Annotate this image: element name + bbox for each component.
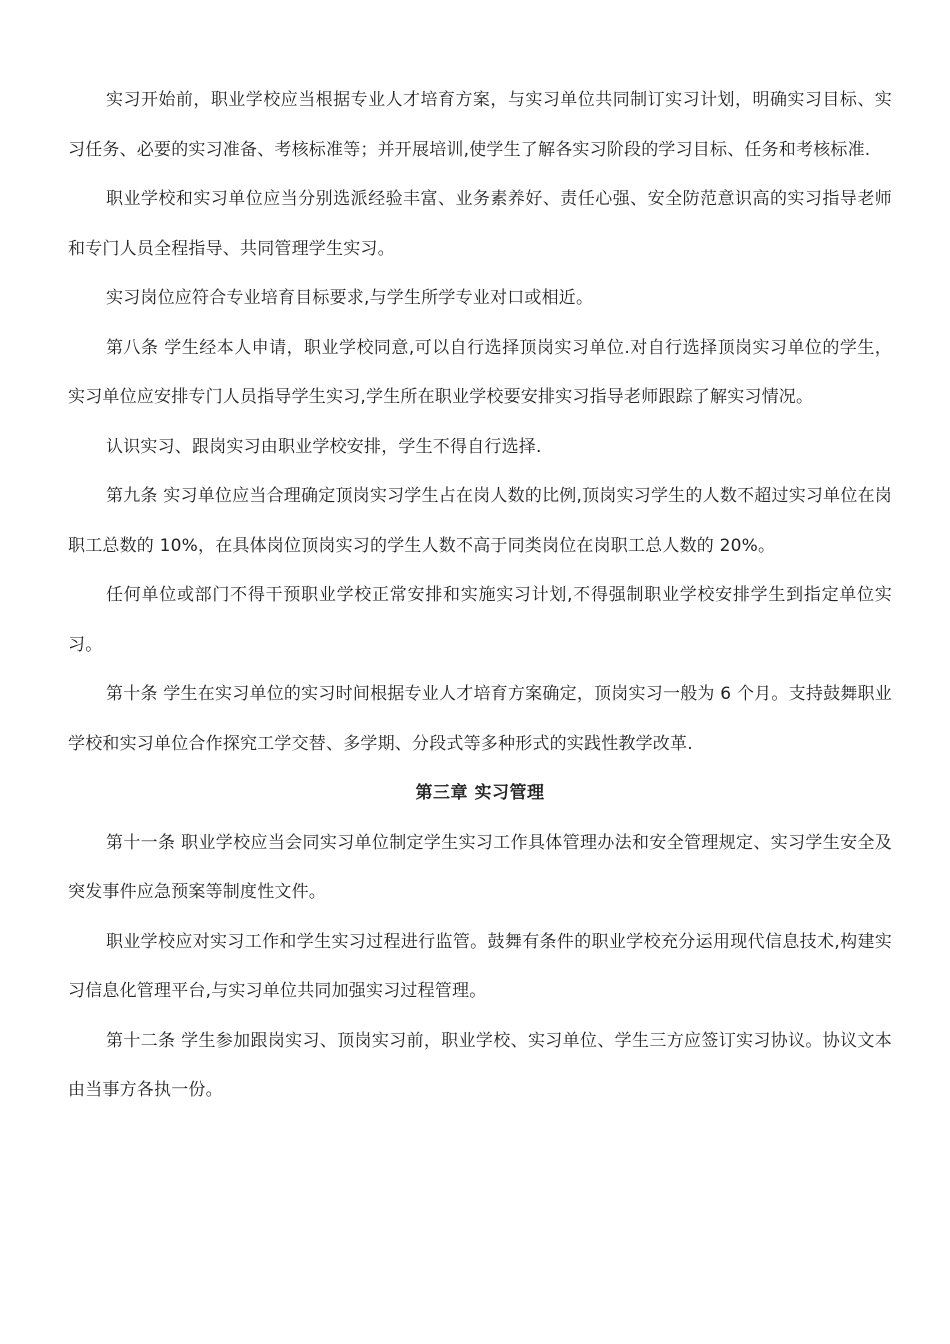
chapter-heading: 第三章 实习管理 xyxy=(415,783,545,803)
paragraph-plan: 实习开始前，职业学校应当根据专业人才培育方案，与实习单位共同制订实习计划，明确实习目标、实习任务、必要的实习准备、考核标准等；并开展培训,使学生了解各实习阶段的学习目标、任务和考核标准. xyxy=(68,90,892,160)
paragraph-article-8: 第八条 学生经本人申请，职业学校同意,可以自行选择顶岗实习单位.对自行选择顶岗实习单位的学生，实习单位应安排专门人员指导学生实习,学生所在职业学校要安排实习指导老师跟踪了解实习情况。 xyxy=(68,337,892,407)
paragraph-no-interference: 任何单位或部门不得干预职业学校正常安排和实施实习计划,不得强制职业学校安排学生到指定单位实习。 xyxy=(68,585,892,655)
document-page xyxy=(68,76,892,1116)
paragraph-article-9: 第九条 实习单位应当合理确定顶岗实习学生占在岗人数的比例,顶岗实习学生的人数不超过实习单位在岗职工总数的 10%，在具体岗位顶岗实习的学生人数不高于同类岗位在岗职工总人数的 20%。 xyxy=(68,486,892,556)
paragraph-positions: 实习岗位应符合专业培育目标要求,与学生所学专业对口或相近。 xyxy=(106,288,594,308)
paragraph-article-11: 第十一条 职业学校应当会同实习单位制定学生实习工作具体管理办法和安全管理规定、实习学生安全及突发事件应急预案等制度性文件。 xyxy=(68,832,892,902)
paragraph-arranged-internship: 认识实习、跟岗实习由职业学校安排，学生不得自行选择. xyxy=(106,436,542,457)
paragraph-supervision: 职业学校应对实习工作和学生实习过程进行监管。鼓舞有条件的职业学校充分运用现代信息技术,构建实习信息化管理平台,与实习单位共同加强实习过程管理。 xyxy=(68,931,892,1001)
paragraph-article-12: 第十二条 学生参加跟岗实习、顶岗实习前，职业学校、实习单位、学生三方应签订实习协议。协议文本由当事方各执一份。 xyxy=(68,1030,892,1100)
paragraph-article-10: 第十条 学生在实习单位的实习时间根据专业人才培育方案确定，顶岗实习一般为 6 个月。支持鼓舞职业学校和实习单位合作探究工学交替、多学期、分段式等多种形式的实践性教学改革. xyxy=(68,684,892,754)
paragraph-instructors: 职业学校和实习单位应当分别选派经验丰富、业务素养好、责任心强、安全防范意识高的实习指导老师和专门人员全程指导、共同管理学生实习。 xyxy=(68,189,892,259)
